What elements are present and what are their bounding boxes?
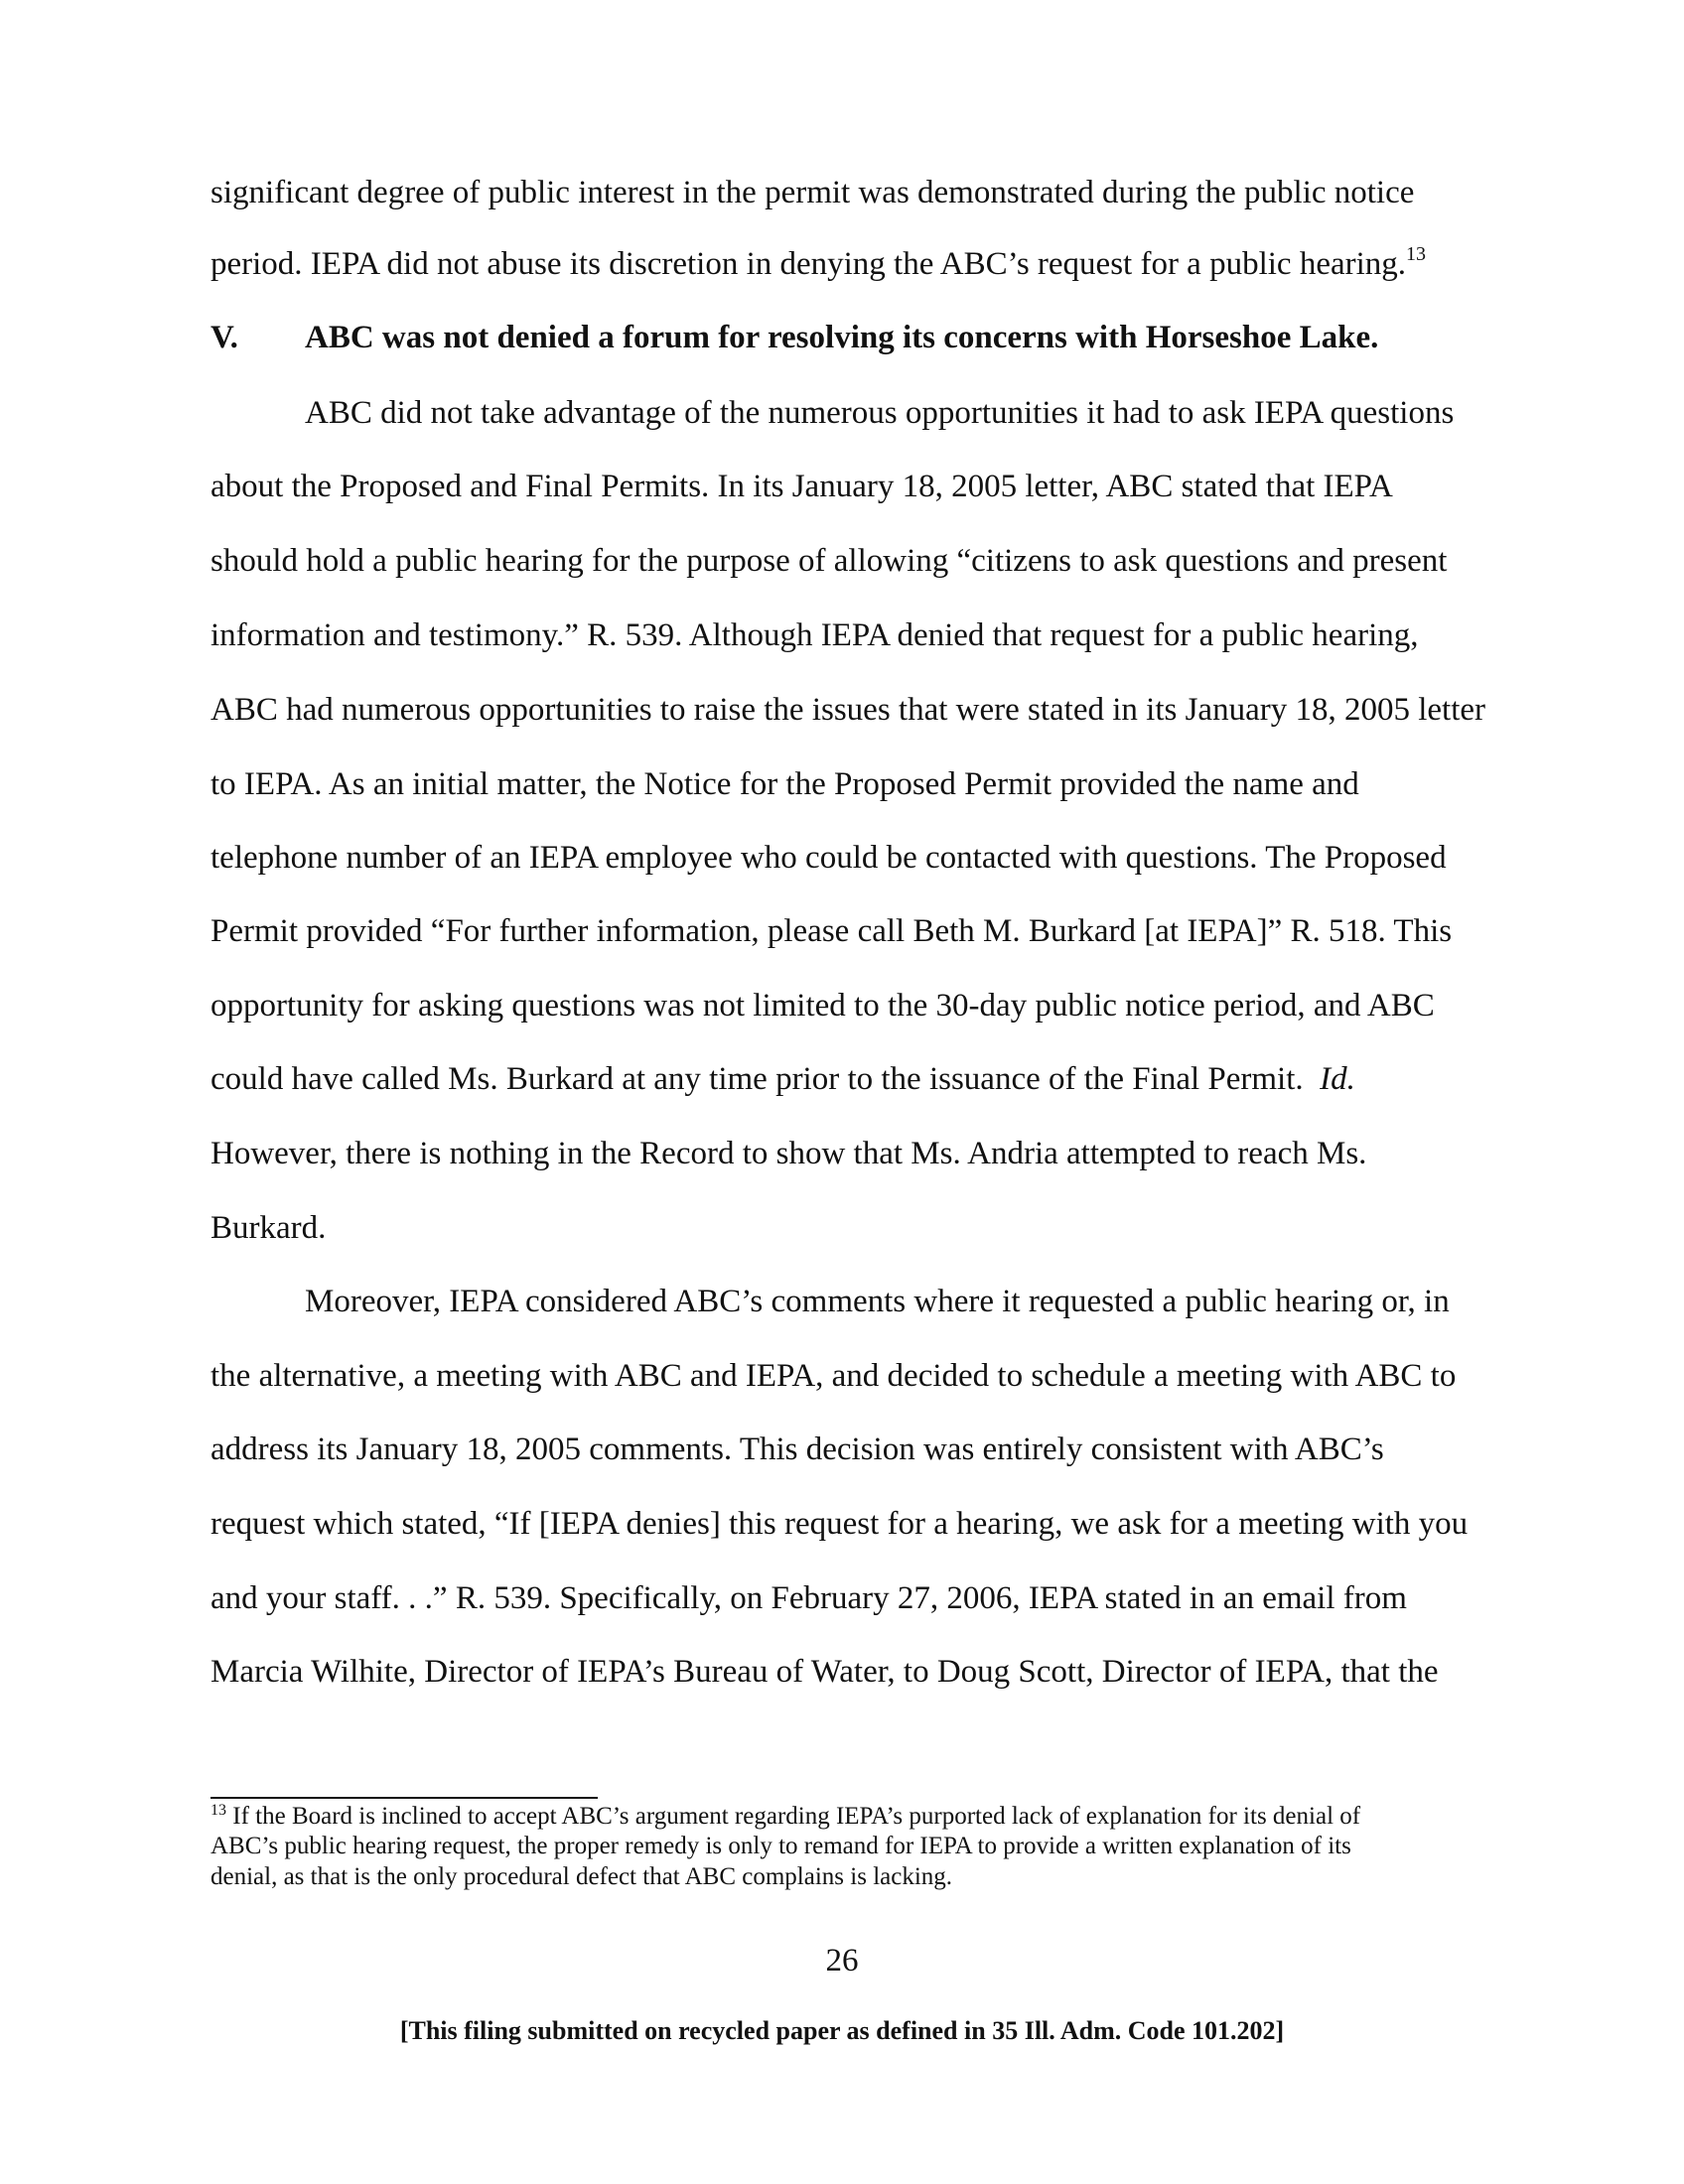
body-line: Marcia Wilhite, Director of IEPA’s Bureau of Water, to Doug Scott, Director of IEPA, that the [210, 1654, 1439, 1690]
body-line: request which stated, “If [IEPA denies] this request for a hearing, we ask for a meeting with you [210, 1506, 1469, 1542]
footnote-separator [210, 1797, 598, 1799]
body-line: Permit provided “For further information, please call Beth M. Burkard [at IEPA]” R. 518. This [210, 913, 1453, 949]
id-citation: Id. [1320, 1061, 1355, 1097]
body-line: opportunity for asking questions was not limited to the 30-day public notice period, and ABC [210, 988, 1435, 1024]
body-line: significant degree of public interest in the permit was demonstrated during the public notice [210, 175, 1415, 210]
section-heading: ABC was not denied a forum for resolving its concerns with Horseshoe Lake. [305, 320, 1379, 355]
page-footer: [This filing submitted on recycled paper as defined in 35 Ill. Adm. Code 101.202] [399, 2016, 1285, 2045]
body-line: Burkard. [210, 1210, 327, 1246]
body-line: the alternative, a meeting with ABC and IEPA, and decided to schedule a meeting with ABC to [210, 1358, 1457, 1394]
body-line-text: period. IEPA did not abuse its discretion in denying the ABC’s request for a public hearing. [210, 246, 1407, 282]
footnote-number: 13 [210, 1802, 226, 1819]
body-line: Moreover, IEPA considered ABC’s comments where it requested a public hearing or, in [305, 1284, 1450, 1319]
body-line: about the Proposed and Final Permits. In its January 18, 2005 letter, ABC stated that IEPA [210, 469, 1393, 504]
section-number: V. [210, 320, 238, 355]
body-line: ABC had numerous opportunities to raise the issues that were stated in its January 18, 2005 letter [210, 692, 1486, 728]
footnote-reference: 13 [1406, 243, 1427, 265]
page-number: 26 [825, 1943, 859, 1979]
footnote-text: If the Board is inclined to accept ABC’s argument regarding IEPA’s purported lack of explanation for its denial of [232, 1803, 1361, 1830]
body-line [210, 244, 1426, 284]
footnote-line: ABC’s public hearing request, the proper remedy is only to remand for IEPA to provide a written explanation of its [210, 1833, 1351, 1859]
body-line [210, 1059, 1355, 1099]
body-line: information and testimony.” R. 539. Although IEPA denied that request for a public hearing, [210, 617, 1419, 653]
body-line: and your staff. . .” R. 539. Specifically, on February 27, 2006, IEPA stated in an email from [210, 1580, 1407, 1616]
body-line: telephone number of an IEPA employee who could be contacted with questions. The Proposed [210, 840, 1447, 876]
body-line: ABC did not take advantage of the numerous opportunities it had to ask IEPA questions [305, 395, 1455, 431]
body-line: address its January 18, 2005 comments. This decision was entirely consistent with ABC’s [210, 1432, 1384, 1467]
body-line: should hold a public hearing for the purpose of allowing “citizens to ask questions and present [210, 543, 1448, 579]
body-line: However, there is nothing in the Record to show that Ms. Andria attempted to reach Ms. [210, 1136, 1367, 1171]
body-line: to IEPA. As an initial matter, the Notice for the Proposed Permit provided the name and [210, 766, 1359, 802]
body-line-text: could have called Ms. Burkard at any time prior to the issuance of the Final Permit. [210, 1061, 1304, 1097]
footnote-line [210, 1802, 1360, 1832]
footnote-line: denial, as that is the only procedural defect that ABC complains is lacking. [210, 1863, 953, 1890]
